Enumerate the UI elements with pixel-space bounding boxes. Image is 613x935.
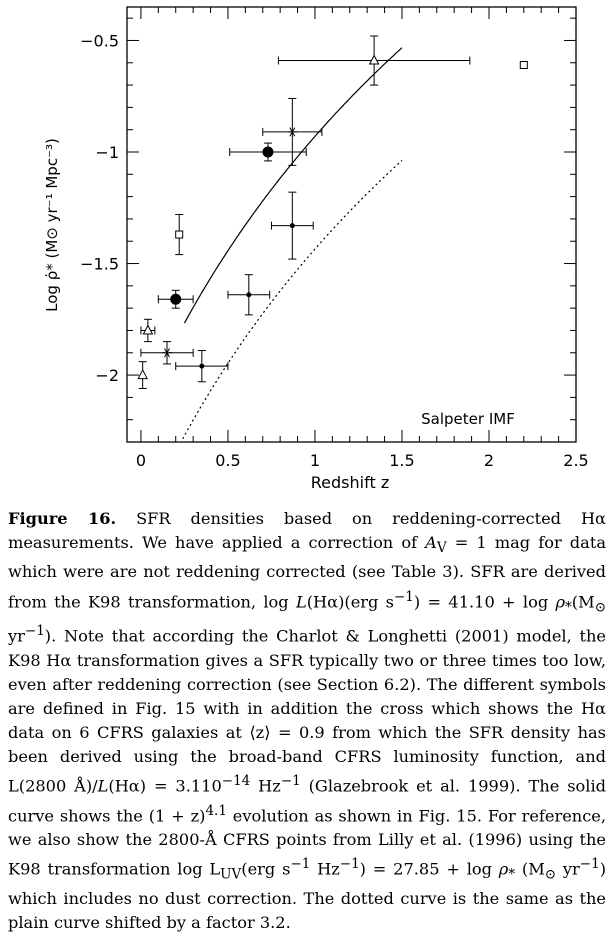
- large-filled-circle-marker: [170, 294, 181, 305]
- large-filled-circle-marker: [262, 147, 273, 158]
- data-point-dot-filled: [176, 351, 228, 382]
- x-tick-label: 1.5: [389, 451, 415, 470]
- small-filled-dot-marker: [199, 364, 204, 369]
- figure-caption: Figure 16. SFR densities based on reddening-corrected Hα measurements. We have applied a correction of $A_V = 1$ mag for data which were are not reddening corrected (see Table 3). SFR are derived from the K98 transformation, log L(Hα)(erg $s^{-1}) = 41.10 + \log \rho_*(M_⊙$ $yr^{-1}$). Note that according the Charlot & Longhetti (2001) model, the K98 Hα transformation gives a SFR typically two or three times too low, even after reddening correction (see Section 6.2). The different symbols are defined in Fig. 15 with in addition the cross which shows the Hα data on 6 CFRS galaxies at ⟨z⟩ = 0.9 from which the SFR density has been derived using the broad-band CFRS luminosity function, and L(2800 Å)/L(Hα) = $3.110^{-14}$ $Hz^{-1}$ (Glazebrook et al. 1999). The solid curve shows the $(1 + z)^{4.1}$ evolution as shown in Fig. 15. For reference, we also show the 2800-Å CFRS points from Lilly et al. (1996) using the K98 transformation $\log L_{UV}(erg$ $s^{-1}$ $Hz^{-1}) = 27.85 + \log \rho_*$ ($M_⊙$ $yr^{-1}$) which includes no dust correction. The dotted curve is the same as the plain curve shifted by a factor 3.2.: [8, 509, 607, 933]
- open-triangle-marker: [143, 325, 152, 334]
- open-square-marker: [520, 62, 527, 69]
- figure-label: Figure 16.: [8, 509, 117, 528]
- data-point-circle-filled-large: [158, 290, 193, 308]
- tick-labels: [80, 31, 589, 470]
- data-point-square-open: [175, 214, 183, 254]
- open-triangle-marker: [370, 56, 379, 65]
- data-point-dot-filled: [228, 275, 270, 315]
- data-point-circle-filled-large: [230, 143, 307, 161]
- y-tick-label: −0.5: [80, 31, 119, 51]
- x-axis-label: Redshift z: [310, 473, 390, 492]
- axis-ticks: [127, 7, 576, 442]
- data-point-dot-filled: [271, 192, 313, 259]
- y-tick-label: −1.5: [80, 254, 119, 274]
- imf-annotation: Salpeter IMF: [421, 410, 515, 428]
- x-tick-label: 0: [135, 451, 147, 470]
- y-tick-label: −1: [95, 143, 119, 162]
- small-filled-dot-marker: [246, 292, 251, 297]
- x-tick-label: 1: [309, 451, 321, 470]
- open-triangle-marker: [138, 370, 147, 379]
- data-point-square-open: [520, 62, 527, 69]
- solid-curve: [184, 48, 402, 323]
- plot-frame: [127, 7, 576, 442]
- data-points: [138, 36, 527, 388]
- x-tick-label: 2: [483, 451, 495, 470]
- data-point-star: [141, 342, 193, 364]
- data-point-triangle-open: [138, 362, 147, 389]
- plot-border: [127, 7, 576, 442]
- x-tick-label: 2.5: [563, 451, 589, 470]
- y-axis-label: Log ρ̇* (M⊙ yr⁻¹ Mpc⁻³): [43, 138, 61, 312]
- y-tick-label: −2: [95, 366, 119, 386]
- data-point-triangle-open: [141, 319, 155, 341]
- x-tick-label: 0.5: [215, 451, 241, 470]
- small-filled-dot-marker: [290, 223, 295, 228]
- data-point-triangle-open: [278, 36, 469, 85]
- open-square-marker: [176, 231, 183, 238]
